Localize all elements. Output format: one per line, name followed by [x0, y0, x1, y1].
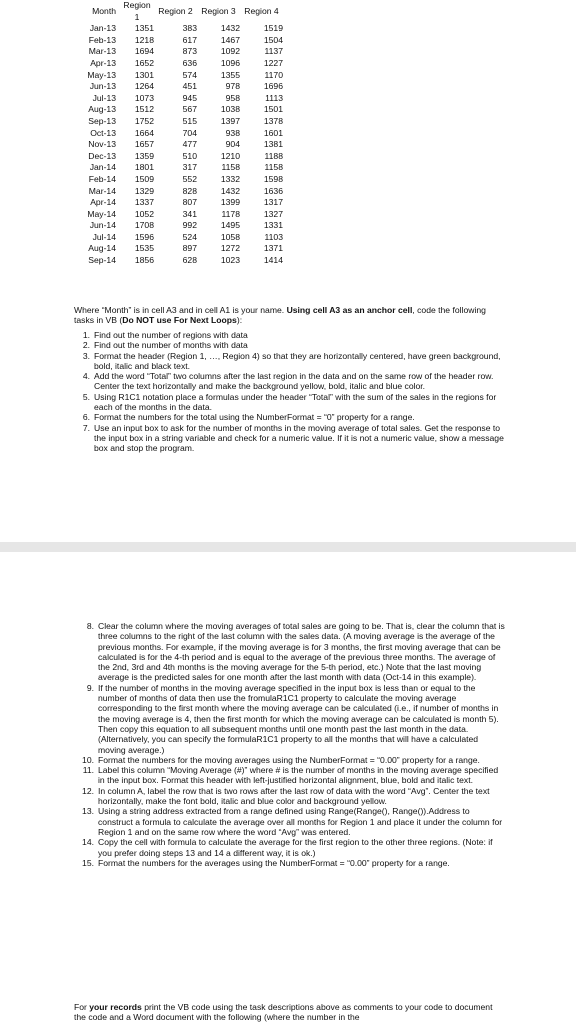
region-value-cell: 617 [182, 34, 197, 45]
region-value-cell: 1535 [134, 243, 154, 254]
region-value-cell: 1317 [263, 197, 283, 208]
region-value-cell: 1801 [134, 162, 154, 173]
region-value-cell: 1337 [134, 197, 154, 208]
region-value-cell: 1188 [264, 150, 283, 161]
region-value-cell: 1158 [264, 162, 283, 173]
task-number: 7. [82, 422, 90, 433]
task-item [78, 371, 506, 392]
region-value-cell: 1058 [220, 231, 240, 242]
month-cell: Sep-13 [88, 115, 116, 126]
region-value-cell: 1272 [220, 243, 240, 254]
region-value-cell: 341 [182, 208, 197, 219]
table-row [78, 243, 283, 255]
task-item [78, 392, 506, 413]
task-item [78, 340, 506, 350]
region-value-cell: 1038 [220, 104, 240, 115]
task-text: If the number of months in the moving average specified in the input box is less than or equal to the number of months of data then use the fromulaR1C1 property to calculate the moving average corresponding to the first month where the moving average can be calculated (i.e., if number of months in the moving average is 4, then the first month for which the moving average can be calculated is month 5). Then copy this equation to all subsequent months until one month past the last month in the data. (Alternatively, you can specify the formulaR1C1 property to all the months that will have a calculated moving average.) [98, 682, 499, 755]
task-number: 13. [82, 806, 94, 817]
month-cell: Jan-14 [89, 162, 116, 173]
region-value-cell: 1519 [263, 23, 283, 34]
task-item [78, 412, 506, 422]
region-value-cell: 1752 [134, 115, 154, 126]
region-value-cell: 1694 [134, 46, 154, 57]
region-value-cell: 1512 [134, 104, 154, 115]
region-value-cell: 1378 [263, 115, 283, 126]
region-value-cell: 1601 [263, 127, 283, 138]
region-value-cell: 992 [182, 220, 197, 231]
records-note: For your records print the VB code using the task descriptions above as comments to your code to document the code and a Word document with the following (where the number in the [74, 1002, 493, 1023]
task-text: Using R1C1 notation place a formulas under the header “Total” with the sum of the sales in the regions for each of the months in the data. [94, 391, 497, 413]
table-row [78, 35, 283, 47]
region-value-cell: 628 [182, 255, 197, 266]
table-row [78, 70, 283, 82]
region-value-cell: 636 [182, 57, 197, 68]
region-value-cell: 1170 [264, 69, 283, 80]
region-value-cell: 1359 [134, 150, 154, 161]
region-value-cell: 828 [182, 185, 197, 196]
region-value-cell: 1301 [134, 69, 154, 80]
table-row [78, 186, 283, 198]
region-value-cell: 477 [182, 139, 197, 150]
table-row [78, 58, 283, 70]
table-row [78, 162, 283, 174]
table-row [78, 104, 283, 116]
task-list-part-1 [78, 330, 506, 454]
month-cell: Feb-14 [88, 173, 116, 184]
region-value-cell: 1103 [264, 231, 283, 242]
task-item [78, 330, 506, 340]
region-value-cell: 1329 [134, 185, 154, 196]
month-cell: Mar-14 [88, 185, 116, 196]
task-item [78, 765, 506, 786]
task-item [78, 837, 506, 858]
region-value-cell: 1332 [220, 173, 240, 184]
region-value-cell: 1218 [134, 34, 154, 45]
month-cell: Oct-13 [90, 127, 116, 138]
task-number: 6. [82, 412, 90, 423]
table-row [78, 174, 283, 186]
task-number: 12. [82, 785, 94, 796]
region-value-cell: 1504 [263, 34, 283, 45]
task-item [78, 786, 506, 807]
region-value-cell: 1264 [134, 81, 154, 92]
task-number: 14. [82, 837, 94, 848]
table-header-row [78, 0, 283, 23]
month-cell: Aug-14 [88, 243, 116, 254]
month-cell: May-13 [87, 69, 116, 80]
region-value-cell: 704 [182, 127, 197, 138]
task-number: 3. [82, 350, 90, 361]
region-value-cell: 1509 [134, 173, 154, 184]
task-text: Copy the cell with formula to calculate the average for the first region to the other three regions. (Note: if you prefer doing steps 13 and 14 a different way, it is ok.) [98, 837, 493, 858]
region-value-cell: 1399 [220, 197, 240, 208]
task-number: 8. [86, 621, 94, 631]
region-value-cell: 1096 [220, 57, 240, 68]
month-cell: Apr-13 [90, 57, 116, 68]
table-row [78, 139, 283, 151]
region-value-cell: 897 [182, 243, 197, 254]
region-value-cell: 1023 [220, 255, 240, 266]
task-text: Format the numbers for the total using the NumberFormat = “0” property for a range. [94, 412, 415, 423]
table-row [78, 81, 283, 93]
region-value-cell: 574 [182, 69, 197, 80]
task-number: 5. [82, 391, 90, 402]
task-text: Format the header (Region 1, …, Region 4) so that they are horizontally centered, have green background, bold, italic and black text. [94, 350, 501, 371]
month-cell: Jun-13 [89, 81, 116, 92]
region-value-cell: 1355 [220, 69, 240, 80]
task-text: Label this column “Moving Average (#)” where # is the number of months in the moving average specified in the input box. Format this header with left-justified horizontal alignment, blue, bold and italic text. [98, 765, 499, 786]
region-value-cell: 1652 [134, 57, 154, 68]
task-item [78, 423, 506, 454]
region-value-cell: 958 [225, 92, 240, 103]
column-header: Region 1 [123, 0, 151, 22]
region-value-cell: 1596 [134, 231, 154, 242]
region-value-cell: 552 [182, 173, 197, 184]
region-value-cell: 945 [182, 92, 197, 103]
task-text: Find out the number of months with data [94, 340, 248, 351]
region-value-cell: 1467 [220, 34, 240, 45]
task-text: Find out the number of regions with data [94, 330, 248, 340]
region-value-cell: 383 [182, 23, 197, 34]
sales-data-table [78, 0, 283, 267]
task-number: 10. [82, 754, 94, 765]
region-value-cell: 1351 [134, 23, 154, 34]
region-value-cell: 1432 [220, 23, 240, 34]
table-row [78, 46, 283, 58]
month-cell: Sep-14 [88, 255, 116, 266]
task-number: 15. [82, 857, 94, 868]
region-value-cell: 1598 [263, 173, 283, 184]
table-row [78, 128, 283, 140]
task-text: In column A, label the row that is two rows after the last row of data with the word “Avg”. Center the text horizontally, make the font bold, italic and blue color and background yellow. [98, 785, 490, 807]
column-header: Region 2 [158, 5, 193, 16]
region-value-cell: 807 [182, 197, 197, 208]
table-row [78, 232, 283, 244]
month-cell: Jan-13 [89, 23, 116, 34]
region-value-cell: 938 [225, 127, 240, 138]
task-text: Format the numbers for the moving averages using the NumberFormat = “0.00” property for a range. [98, 754, 480, 765]
task-item [78, 351, 506, 372]
month-cell: Jul-13 [92, 92, 116, 103]
table-row [78, 23, 283, 35]
region-value-cell: 510 [182, 150, 197, 161]
month-cell: Mar-13 [88, 46, 116, 57]
region-value-cell: 515 [182, 115, 197, 126]
task-text: Clear the column where the moving averages of total sales are going to be. That is, clear the column that is three columns to the right of the last column with the sales data. (A moving average is the average of the previous months. For example, if the moving average is for 3 months, the first moving average that can be calculated is for the 4-th period and is equal to the average of the previous three months. The average of the 2nd, 3rd and 4th months is the moving average for the 5-th period, etc.) Note that the last moving average is the predicted sales for one month after the last month with data (Oct-14 in this example). [98, 621, 505, 683]
region-value-cell: 524 [182, 231, 197, 242]
page-gap [0, 542, 576, 552]
region-value-cell: 317 [182, 162, 197, 173]
region-value-cell: 1397 [220, 115, 240, 126]
region-value-cell: 1636 [263, 185, 283, 196]
month-cell: Dec-13 [88, 150, 116, 161]
region-value-cell: 1158 [221, 162, 240, 173]
region-value-cell: 1092 [220, 46, 240, 57]
table-row [78, 151, 283, 163]
task-text: Using a string address extracted from a range defined using Range(Range(), Range()).Address to construct a formula to calculate the average over all months for Region 1 and place it under the column for Region 1 and on the same row where the word “Avg” was entered. [98, 806, 503, 837]
task-item [78, 621, 506, 683]
table-row [78, 197, 283, 209]
task-number: 11. [82, 765, 94, 776]
month-cell: Aug-13 [88, 104, 116, 115]
region-value-cell: 1052 [134, 208, 154, 219]
region-value-cell: 978 [225, 81, 240, 92]
task-number: 9. [86, 682, 94, 693]
table-row [78, 255, 283, 267]
task-number: 2. [82, 340, 90, 351]
table-row [78, 220, 283, 232]
month-cell: May-14 [87, 208, 116, 219]
column-header: Region 4 [244, 5, 279, 16]
month-cell: Feb-13 [88, 34, 116, 45]
task-item [78, 858, 506, 868]
region-value-cell: 1414 [263, 255, 283, 266]
region-value-cell: 1073 [134, 92, 154, 103]
region-value-cell: 1178 [221, 208, 240, 219]
task-text: Use an input box to ask for the number of months in the moving average of total sales. Get the response to the input box in a string variable and check for a numeric value. If it is not a numeric value, show a message box and stop the program. [94, 422, 504, 454]
region-value-cell: 1331 [263, 220, 283, 231]
region-value-cell: 1664 [134, 127, 154, 138]
task-number: 1. [82, 330, 90, 340]
region-value-cell: 1137 [264, 46, 283, 57]
region-value-cell: 1113 [265, 92, 283, 103]
region-value-cell: 904 [225, 139, 240, 150]
region-value-cell: 567 [182, 104, 197, 115]
month-cell: Jun-14 [89, 220, 116, 231]
region-value-cell: 1708 [134, 220, 154, 231]
month-cell: Jul-14 [92, 231, 116, 242]
task-item [78, 683, 506, 755]
region-value-cell: 1495 [220, 220, 240, 231]
task-text: Format the numbers for the averages using the NumberFormat = “0.00” property for a range. [98, 857, 450, 868]
task-item [78, 806, 506, 837]
instructions-intro: Where “Month” is in cell A3 and in cell A1 is your name. Using cell A3 as an anchor cell, code the following tasks in VB (Do NOT use For Next Loops): [74, 305, 486, 326]
task-list-part-2 [78, 621, 506, 868]
month-cell: Nov-13 [88, 139, 116, 150]
table-row [78, 209, 283, 221]
region-value-cell: 451 [182, 81, 197, 92]
region-value-cell: 1327 [263, 208, 283, 219]
table-row [78, 116, 283, 128]
column-header: Month [92, 5, 116, 16]
region-value-cell: 1210 [220, 150, 240, 161]
region-value-cell: 1381 [263, 139, 283, 150]
region-value-cell: 1696 [263, 81, 283, 92]
region-value-cell: 1856 [134, 255, 154, 266]
task-item [78, 755, 506, 765]
month-cell: Apr-14 [90, 197, 116, 208]
region-value-cell: 1371 [263, 243, 283, 254]
region-value-cell: 1432 [220, 185, 240, 196]
column-header: Region 3 [201, 5, 236, 16]
region-value-cell: 1501 [263, 104, 283, 115]
region-value-cell: 873 [182, 46, 197, 57]
task-number: 4. [82, 371, 90, 382]
region-value-cell: 1657 [134, 139, 154, 150]
table-row [78, 93, 283, 105]
region-value-cell: 1227 [263, 57, 283, 68]
task-text: Add the word “Total” two columns after the last region in the data and on the same row of the header row. Center the text horizontally and make the background yellow, bold, italic and blue color. [94, 371, 494, 392]
